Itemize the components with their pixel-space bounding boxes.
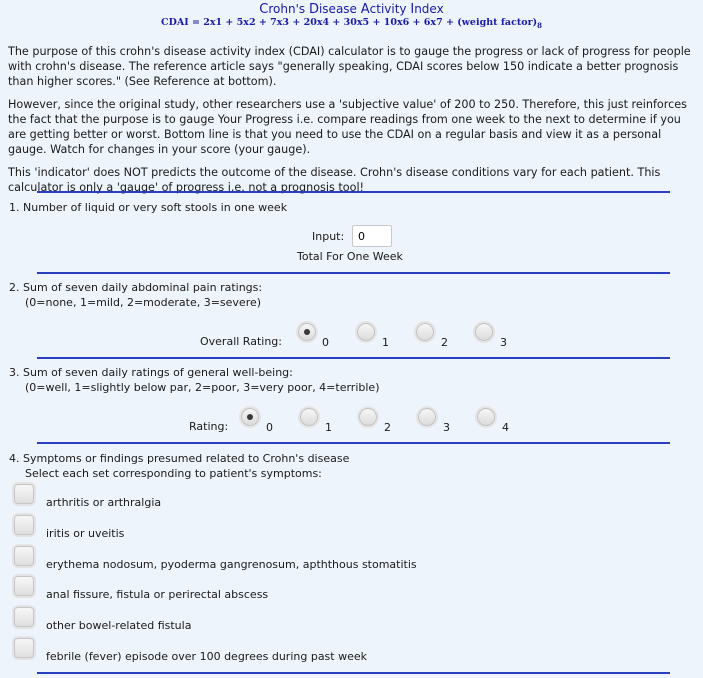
input-caption: Total For One Week	[297, 250, 403, 263]
question-3-scale: (0=well, 1=slightly below par, 2=poor, 3=very poor, 4=terrible)	[25, 381, 380, 394]
pain-radio-0[interactable]	[298, 323, 316, 341]
question-4-text: 4. Symptoms or findings presumed related to Crohn's disease	[9, 452, 350, 465]
pain-rating-label: Overall Rating:	[200, 335, 282, 348]
section-divider	[37, 272, 670, 274]
symptom-checkbox-fistula[interactable]	[14, 607, 34, 627]
wellbeing-radio-0[interactable]	[241, 408, 259, 426]
title-letter: A	[360, 2, 370, 17]
title-letter: D	[308, 2, 319, 17]
pain-radio-3[interactable]	[475, 323, 493, 341]
pain-radio-label: 2	[441, 336, 448, 349]
wellbeing-radio-1[interactable]	[300, 408, 318, 426]
pain-radio-2[interactable]	[416, 323, 434, 341]
wellbeing-radio-4[interactable]	[477, 408, 495, 426]
symptom-checkbox-anal-fissure[interactable]	[14, 576, 34, 596]
symptom-label: febrile (fever) episode over 100 degrees during past week	[46, 650, 367, 663]
wellbeing-radio-label: 1	[325, 421, 332, 434]
symptom-label: other bowel-related fistula	[46, 619, 192, 632]
pain-radio-label: 3	[500, 336, 507, 349]
title-part: ndex	[414, 2, 444, 16]
question-2-scale: (0=none, 1=mild, 2=moderate, 3=severe)	[25, 296, 262, 309]
title-letter: I	[410, 2, 415, 17]
title-letter: C	[259, 2, 269, 17]
wellbeing-radio-label: 4	[502, 421, 509, 434]
wellbeing-radio-label: 0	[266, 421, 273, 434]
intro-paragraph-1: The purpose of this crohn's disease activity index (CDAI) calculator is to gauge the progress or lack of progress for people with crohn's disease. The reference article says "generally speaking, CDAI scores below 150 indicate a better prognosis than higher scores." (See Reference at bottom).	[8, 44, 691, 88]
section-divider	[37, 672, 670, 674]
symptom-checkbox-arthritis[interactable]	[14, 484, 34, 504]
title-part: isease	[318, 2, 361, 16]
symptom-checkbox-erythema[interactable]	[14, 546, 34, 566]
wellbeing-radio-label: 3	[443, 421, 450, 434]
input-label: Input:	[312, 230, 345, 243]
question-3	[9, 365, 380, 395]
question-4	[9, 451, 349, 481]
pain-radio-label: 0	[322, 336, 329, 349]
symptom-label: arthritis or arthralgia	[46, 496, 162, 509]
title-part: rohn's	[268, 2, 309, 16]
symptom-label: anal fissure, fistula or perirectal abscess	[46, 588, 269, 601]
section-divider	[37, 191, 670, 193]
symptom-checkbox-fever[interactable]	[14, 638, 34, 658]
intro-paragraph-2: However, since the original study, other researchers use a 'subjective value' of 200 to 250. Therefore, this just reinforces the fact that the purpose is to gauge Your Progress i.e. compare readings from one week to the next to determine if you are getting better or worst. Bottom line is that you need to use the CDAI on a regular basis and view it as a personal gauge. Watch for changes in your score (your gauge).	[8, 97, 687, 156]
question-2-text: 2. Sum of seven daily abdominal pain ratings:	[9, 281, 263, 294]
wellbeing-radio-2[interactable]	[359, 408, 377, 426]
wellbeing-radio-3[interactable]	[418, 408, 436, 426]
stools-input[interactable]	[352, 225, 392, 247]
formula-text: CDAI = 2x1 + 5x2 + 7x3 + 20x4 + 30x5 + 10x6 + 6x7 + (weight factor)	[161, 17, 538, 28]
intro-paragraph-3: This 'indicator' does NOT predicts the outcome of the disease. Crohn's disease conditions vary for each patient. This calculator is only a 'gauge' of progress i.e. not a prognosis tool!	[8, 165, 661, 194]
question-3-text: 3. Sum of seven daily ratings of general well-being:	[9, 366, 293, 379]
page-title	[0, 2, 703, 17]
cdai-formula	[0, 17, 703, 32]
question-4-instruction: Select each set corresponding to patient's symptoms:	[25, 467, 322, 480]
pain-radio-label: 1	[382, 336, 389, 349]
wellbeing-radio-label: 2	[384, 421, 391, 434]
wellbeing-rating-label: Rating:	[189, 420, 229, 433]
symptom-checkbox-iritis[interactable]	[14, 515, 34, 535]
title-part: ctivity	[369, 2, 411, 16]
section-divider	[37, 357, 670, 359]
symptom-label: iritis or uveitis	[46, 527, 125, 540]
section-divider	[37, 442, 670, 444]
question-2	[9, 280, 262, 310]
symptom-label: erythema nodosum, pyoderma gangrenosum, apththous stomatitis	[46, 558, 417, 571]
pain-radio-1[interactable]	[357, 323, 375, 341]
formula-subscript: 8	[537, 20, 542, 30]
question-1: 1. Number of liquid or very soft stools in one week	[9, 201, 288, 214]
